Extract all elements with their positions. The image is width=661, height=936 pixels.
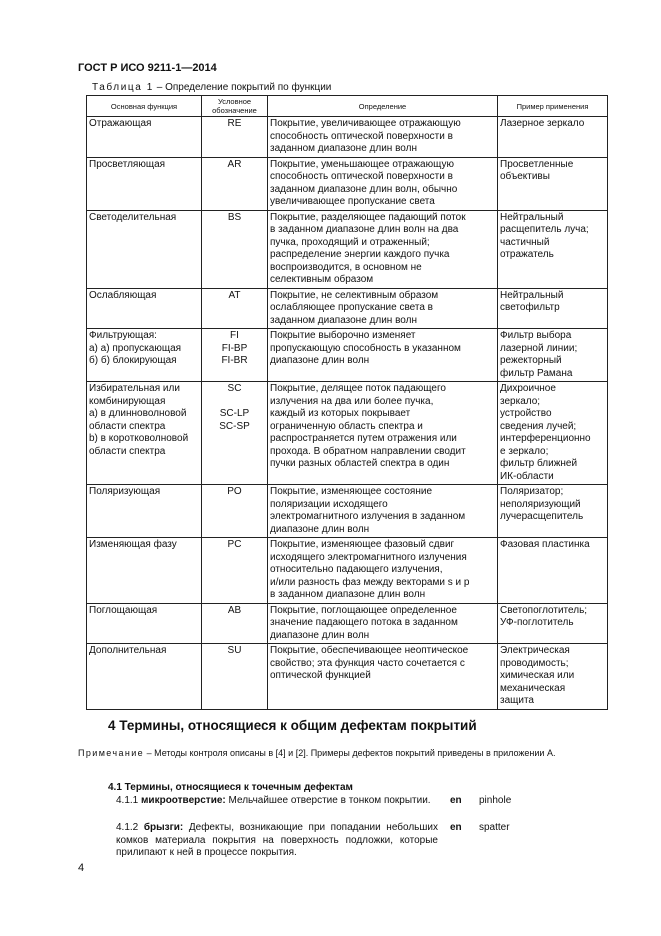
cell-text-line: механическая bbox=[500, 682, 566, 694]
table-row bbox=[87, 644, 608, 710]
cell-text-line: Покрытие, поглощающее определенное bbox=[270, 604, 457, 616]
cell-definition bbox=[268, 382, 498, 485]
cell-function bbox=[87, 538, 202, 604]
term-4-1-2-lang: en bbox=[450, 822, 462, 833]
cell-designation bbox=[202, 382, 268, 485]
cell-definition bbox=[268, 603, 498, 644]
cell-text-line: фильтр Рамана bbox=[500, 367, 573, 379]
cell-text-line: и/или разность фаз между векторами s и p bbox=[270, 576, 470, 588]
cell-designation bbox=[202, 117, 268, 158]
cell-text-line: способность оптической поверхности в bbox=[270, 130, 453, 142]
note-text: – Методы контроля описаны в [4] и [2]. Примеры дефектов покрытий приведены в приложении А. bbox=[144, 748, 556, 758]
cell-text-line: Покрытие, уменьшающее отражающую bbox=[270, 158, 454, 170]
cell-text-line: проводимость; bbox=[500, 657, 569, 669]
cell-function bbox=[87, 485, 202, 538]
cell-definition bbox=[268, 329, 498, 382]
term-name: микроотверстие: bbox=[141, 795, 226, 806]
cell-function bbox=[87, 210, 202, 288]
cell-text-line: исходящего электромагнитного излучения bbox=[270, 551, 467, 563]
section-4-title: 4 Термины, относящиеся к общим дефектам покрытий bbox=[108, 718, 477, 733]
cell-text-line: значение падающего потока в заданном bbox=[270, 617, 458, 628]
cell-text-line: способность оптической поверхности в bbox=[270, 171, 453, 182]
cell-designation bbox=[202, 538, 268, 604]
cell-text-line: Покрытие, увеличивающее отражающую bbox=[270, 118, 461, 129]
cell-example bbox=[498, 210, 608, 288]
cell-text-line: в заданном диапазоне длин волн bbox=[270, 589, 426, 600]
cell-text-line: Покрытие, не селективным образом bbox=[270, 289, 439, 301]
document-header: ГОСТ Р ИСО 9211-1—2014 bbox=[78, 62, 217, 74]
cell-function bbox=[87, 382, 202, 485]
cell-text-line: PO bbox=[227, 486, 242, 497]
note bbox=[78, 747, 610, 759]
cell-text-line: Покрытие, изменяющее фазовый сдвиг bbox=[270, 539, 455, 550]
cell-text-line: устройство bbox=[500, 408, 552, 419]
cell-function bbox=[87, 644, 202, 710]
cell-text-line: лазерной линии; bbox=[500, 342, 578, 354]
coatings-table bbox=[86, 95, 608, 710]
cell-text-line: SU bbox=[227, 645, 242, 656]
cell-text-line: защита bbox=[500, 695, 534, 706]
cell-text-line: оптической функцией bbox=[270, 670, 371, 681]
cell-text-line: RE bbox=[227, 118, 242, 129]
cell-designation bbox=[202, 603, 268, 644]
cell-function bbox=[87, 117, 202, 158]
cell-text-line: комбинирующая bbox=[89, 395, 166, 407]
cell-text-line: химическая или bbox=[500, 670, 575, 681]
cell-text-line: Поглощающая bbox=[89, 604, 158, 616]
cell-text-line: излучения на два или более пучка, bbox=[270, 395, 434, 407]
cell-text-line: зеркало; bbox=[500, 395, 541, 407]
cell-text-line: Светопоглотитель; bbox=[500, 604, 588, 616]
cell-text-line: селективным образом bbox=[270, 274, 374, 285]
table-row bbox=[87, 157, 608, 210]
cell-text-line: пучка, проходящий и отраженный; bbox=[270, 236, 430, 248]
table-row bbox=[87, 329, 608, 382]
cell-example bbox=[498, 329, 608, 382]
cell-definition bbox=[268, 210, 498, 288]
cell-text-line: Лазерное зеркало bbox=[500, 118, 585, 129]
cell-text-line: электромагнитного излучения в заданном bbox=[270, 511, 466, 522]
cell-text-line: PC bbox=[227, 539, 242, 550]
cell-function bbox=[87, 329, 202, 382]
cell-text-line: области спектра bbox=[89, 420, 166, 432]
cell-example bbox=[498, 485, 608, 538]
cell-text-line: интерференционно bbox=[500, 433, 591, 444]
cell-text-line: Светоделительная bbox=[89, 211, 177, 223]
table-caption bbox=[92, 82, 331, 93]
cell-text-line: Дополнительная bbox=[89, 645, 167, 656]
cell-text-line: Отражающая bbox=[89, 118, 152, 129]
cell-text-line: сведения лучей; bbox=[500, 420, 577, 432]
cell-text-line: заданном диапазоне длин волн, обычно bbox=[270, 183, 458, 195]
cell-designation bbox=[202, 288, 268, 329]
cell-text-line: области спектра bbox=[89, 445, 166, 457]
cell-designation bbox=[202, 157, 268, 210]
cell-example bbox=[498, 117, 608, 158]
term-definition: Дефекты, возникающие при попадании небольших комков материала покрытия на поверхность подложки, которые прилипают к ней в процессе покрытия. bbox=[116, 822, 438, 858]
cell-function bbox=[87, 157, 202, 210]
cell-text-line bbox=[204, 396, 265, 409]
cell-text-line: Покрытие выборочно изменяет bbox=[270, 330, 416, 341]
cell-text-line: прохода. В обратном направлении сводит bbox=[270, 445, 466, 457]
subsection-4-1-title: 4.1 Термины, относящиеся к точечным дефектам bbox=[108, 782, 353, 793]
cell-designation bbox=[202, 644, 268, 710]
cell-definition bbox=[268, 485, 498, 538]
cell-function bbox=[87, 603, 202, 644]
cell-text-line: SC bbox=[227, 383, 242, 394]
table-row bbox=[87, 382, 608, 485]
cell-text-line: b) в коротковолновой bbox=[89, 433, 189, 444]
cell-text-line: SC-SP bbox=[219, 420, 250, 432]
table-row bbox=[87, 603, 608, 644]
cell-text-line: неполяризующий bbox=[500, 498, 581, 510]
cell-definition bbox=[268, 117, 498, 158]
cell-text-line: Просветляющая bbox=[89, 158, 166, 170]
table-caption-text: – Определение покрытий по функции bbox=[153, 82, 332, 93]
cell-text-line: б) б) блокирующая bbox=[89, 355, 177, 366]
cell-designation bbox=[202, 210, 268, 288]
cell-text-line: Нейтральный bbox=[500, 211, 564, 223]
cell-function bbox=[87, 288, 202, 329]
cell-text-line: Фильтрующая: bbox=[89, 330, 157, 341]
cell-text-line: светофильтр bbox=[500, 302, 560, 313]
cell-text-line: Покрытие, разделяющее падающий поток bbox=[270, 211, 466, 223]
cell-definition bbox=[268, 644, 498, 710]
cell-text-line: Покрытие, обеспечивающее неоптическое bbox=[270, 645, 469, 656]
cell-text-line: Просветленные bbox=[500, 158, 574, 170]
cell-text-line: расщепитель луча; bbox=[500, 224, 589, 235]
cell-text-line: Нейтральный bbox=[500, 289, 564, 301]
cell-text-line: отражатель bbox=[500, 249, 554, 260]
term-4-1-2 bbox=[116, 822, 438, 860]
table-row bbox=[87, 210, 608, 288]
cell-text-line: лучерасщепитель bbox=[500, 511, 584, 522]
cell-text-line: Фазовая пластинка bbox=[500, 539, 590, 550]
col-header-example: Пример применения bbox=[498, 96, 608, 117]
cell-text-line: увеличивающее пропускание света bbox=[270, 196, 435, 207]
term-4-1-1-equivalent: pinhole bbox=[479, 795, 512, 806]
cell-text-line: свойство; эта функция часто сочетается с bbox=[270, 657, 465, 669]
term-4-1-1 bbox=[116, 795, 438, 808]
cell-text-line: AB bbox=[227, 604, 242, 616]
cell-text-line: Электрическая bbox=[500, 645, 570, 656]
cell-text-line: Избирательная или bbox=[89, 383, 180, 394]
cell-designation bbox=[202, 485, 268, 538]
cell-text-line: частичный bbox=[500, 236, 550, 248]
cell-text-line: относительно падающего излучения, bbox=[270, 564, 443, 575]
cell-text-line: Фильтр выбора bbox=[500, 330, 572, 341]
cell-example bbox=[498, 644, 608, 710]
cell-text-line: режекторный bbox=[500, 355, 562, 366]
cell-text-line: диапазоне длин волн bbox=[270, 355, 370, 366]
term-4-1-2-equivalent: spatter bbox=[479, 822, 510, 833]
cell-text-line: а) а) пропускающая bbox=[89, 342, 182, 354]
cell-text-line: Поляризатор; bbox=[500, 486, 564, 497]
cell-example bbox=[498, 382, 608, 485]
cell-text-line: заданном диапазоне длин волн bbox=[270, 143, 418, 154]
cell-text-line: FI-BR bbox=[221, 355, 248, 366]
cell-definition bbox=[268, 538, 498, 604]
cell-text-line: Поляризующая bbox=[89, 486, 161, 497]
cell-text-line: фильтр ближней bbox=[500, 458, 578, 469]
cell-definition bbox=[268, 288, 498, 329]
cell-text-line: каждый из которых покрывает bbox=[270, 408, 411, 419]
cell-text-line: объективы bbox=[500, 171, 550, 182]
cell-example bbox=[498, 603, 608, 644]
term-4-1-1-lang: en bbox=[450, 795, 462, 806]
col-header-definition: Определение bbox=[268, 96, 498, 117]
cell-text-line: Покрытие, делящее поток падающего bbox=[270, 383, 446, 394]
cell-text-line: BS bbox=[227, 211, 242, 223]
table-row bbox=[87, 538, 608, 604]
term-definition: Мельчайшее отверстие в тонком покрытии. bbox=[225, 795, 431, 806]
col-header-function: Основная функция bbox=[87, 96, 202, 117]
cell-definition bbox=[268, 157, 498, 210]
cell-text-line: ослабляющее пропускание света в bbox=[270, 302, 433, 313]
cell-text-line: SC-LP bbox=[219, 408, 250, 419]
col-header-designation: Условное обозначение bbox=[202, 96, 268, 117]
note-label: Примечание bbox=[78, 748, 145, 758]
table-header-row bbox=[87, 96, 608, 117]
cell-text-line: ограниченную область спектра и bbox=[270, 420, 423, 432]
table-row bbox=[87, 117, 608, 158]
cell-text-line: AR bbox=[227, 158, 242, 170]
term-name: брызги: bbox=[143, 822, 184, 833]
cell-text-line: диапазоне длин волн bbox=[270, 523, 370, 535]
cell-text-line: распространяется путем отражения или bbox=[270, 433, 457, 444]
term-number: 4.1.2 bbox=[116, 822, 144, 833]
cell-example bbox=[498, 288, 608, 329]
cell-text-line: ИК-области bbox=[500, 470, 554, 482]
cell-text-line: УФ-поглотитель bbox=[500, 617, 574, 628]
cell-text-line: поляризации исходящего bbox=[270, 498, 388, 510]
cell-example bbox=[498, 157, 608, 210]
cell-text-line: FI-BP bbox=[221, 342, 248, 354]
page-number: 4 bbox=[78, 862, 85, 874]
cell-text-line: Изменяющая фазу bbox=[89, 539, 177, 550]
cell-designation bbox=[202, 329, 268, 382]
cell-text-line: заданном диапазоне длин волн bbox=[270, 314, 418, 326]
cell-text-line: в заданном диапазоне длин волн на два bbox=[270, 224, 459, 235]
cell-text-line: Ослабляющая bbox=[89, 289, 157, 301]
cell-text-line: Дихроичное bbox=[500, 383, 556, 394]
cell-text-line: е зеркало; bbox=[500, 445, 549, 457]
cell-text-line: AT bbox=[228, 289, 241, 301]
cell-text-line: FI bbox=[230, 330, 239, 341]
cell-text-line: распределение энергии каждого пучка bbox=[270, 249, 450, 260]
term-number: 4.1.1 bbox=[116, 795, 142, 806]
table-row bbox=[87, 288, 608, 329]
cell-text-line: Покрытие, изменяющее состояние bbox=[270, 486, 433, 497]
table-row bbox=[87, 485, 608, 538]
cell-text-line: воспроизводится, в основном не bbox=[270, 261, 422, 273]
cell-text-line: a) в длинноволновой bbox=[89, 408, 187, 419]
cell-text-line: диапазоне длин волн bbox=[270, 629, 370, 641]
cell-example bbox=[498, 538, 608, 604]
cell-text-line: пучки разных областей спектра в один bbox=[270, 458, 450, 469]
cell-text-line: пропускающую способность в указанном bbox=[270, 342, 461, 354]
table-caption-label: Таблица 1 bbox=[92, 82, 154, 93]
